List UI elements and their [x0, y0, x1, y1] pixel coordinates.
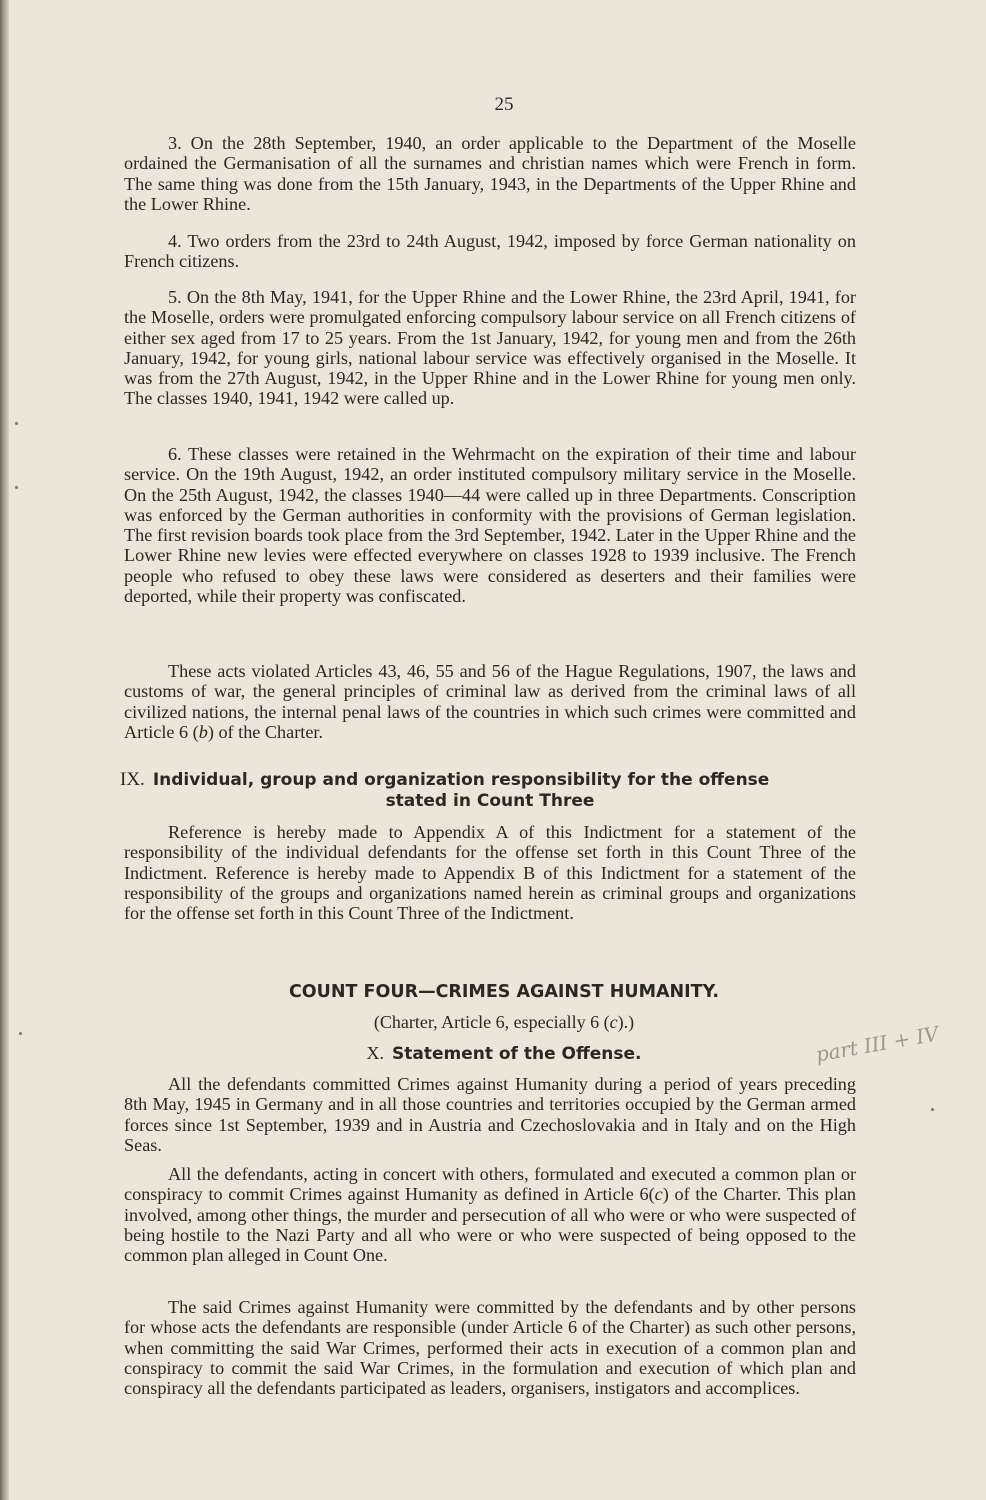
margin-mark [15, 486, 18, 489]
count-four-paragraph-3: The said Crimes against Humanity were committed by the defendants and by other persons for whose acts the defendants are responsible (under Article 6 of the Charter) as such other persons, when committing the said War Crimes, performed their acts in execution of a common plan and conspiracy to commit the said War Crimes, in the formulation and execution of which plan and conspiracy all the defendants participated as leaders, organisers, instigators and accomplices. [124, 1297, 856, 1399]
paragraph-violations: These acts violated Articles 43, 46, 55 and 56 of the Hague Regulations, 1907, the laws and customs of war, the general principles of criminal law as derived from the criminal laws of all civilized nations, the internal penal laws of the countries in which such crimes were committed and Article 6 (b) of the Charter. [124, 661, 856, 742]
paragraph-4: 4. Two orders from the 23rd to 24th August, 1942, imposed by force German nationality on French citizens. [124, 231, 856, 272]
section-ix-text: Reference is hereby made to Appendix A of this Indictment for a statement of the responsibility of the individual defendants for the offense set forth in this Count Three of the Indictment. Reference is hereby made to Appendix B of this Indictment for a statement of the responsibility of the groups and organizations named herein as criminal groups and organizations for the offense set forth in this Count Three of the Indictment. [124, 822, 856, 924]
margin-mark [19, 1032, 22, 1035]
margin-mark [931, 1108, 934, 1111]
count-four-paragraph-1: All the defendants committed Crimes against Humanity during a period of years preceding 8th May, 1945 in Germany and in all those countries and territories occupied by the German armed forces since 1st September, 1939 and in Austria and Czechoslovakia and in Italy and on the High Seas. [124, 1074, 856, 1155]
paragraph-6: 6. These classes were retained in the Wehrmacht on the expiration of their time and labour service. On the 19th August, 1942, an order instituted compulsory military service in the Moselle. On the 25th August, 1942, the classes 1940—44 were called up in three Departments. Conscription was enforced by the German authorities in conformity with the provisions of German legislation. The first revision boards took place from the 3rd September, 1942. Later in the Upper Rhine and the Lower Rhine new levies were effected everywhere on classes 1928 to 1939 inclusive. The French people who refused to obey these laws were considered as deserters and their families were deported, while their property was confiscated. [124, 444, 856, 607]
handwritten-annotation: part III + IV [813, 1021, 941, 1067]
paragraph-5: 5. On the 8th May, 1941, for the Upper Rhine and the Lower Rhine, the 23rd April, 1941, for the Moselle, orders were promulgated enforcing compulsory labour service on all French citizens of either sex aged from 17 to 25 years. From the 1st January, 1942, for young men and from the 26th January, 1942, for young girls, national labour service was effectively organised in the Moselle. It was from the 27th August, 1942, in the Upper Rhine and in the Lower Rhine for young men only. The classes 1940, 1941, 1942 were called up. [124, 287, 856, 409]
book-spine-shadow [0, 0, 9, 1500]
section-ix-heading: IX. Individual, group and organization responsibility for the offense stated in Count Three [120, 769, 770, 811]
count-four-paragraph-2: All the defendants, acting in concert with others, formulated and executed a common plan or conspiracy to commit Crimes against Humanity as defined in Article 6(c) of the Charter. This plan involved, among other things, the murder and persecution of all who were or who were suspected of being hostile to the Nazi Party and all who were or who were suspected of being opposed to the common plan alleged in Count One. [124, 1164, 857, 1266]
page-number: 25 [494, 94, 514, 115]
paragraph-3: 3. On the 28th September, 1940, an order applicable to the Department of the Moselle ordained the Germanisation of all the surnames and christian names which were French in form. The same thing was done from the 15th January, 1943, in the Departments of the Upper Rhine and the Lower Rhine. [124, 133, 856, 214]
section-x-heading: X. Statement of the Offense. [366, 1043, 642, 1064]
count-four-title: COUNT FOUR—CRIMES AGAINST HUMANITY. [288, 982, 720, 1002]
charter-reference: (Charter, Article 6, especially 6 (c).) [373, 1012, 635, 1032]
margin-mark [15, 422, 18, 425]
